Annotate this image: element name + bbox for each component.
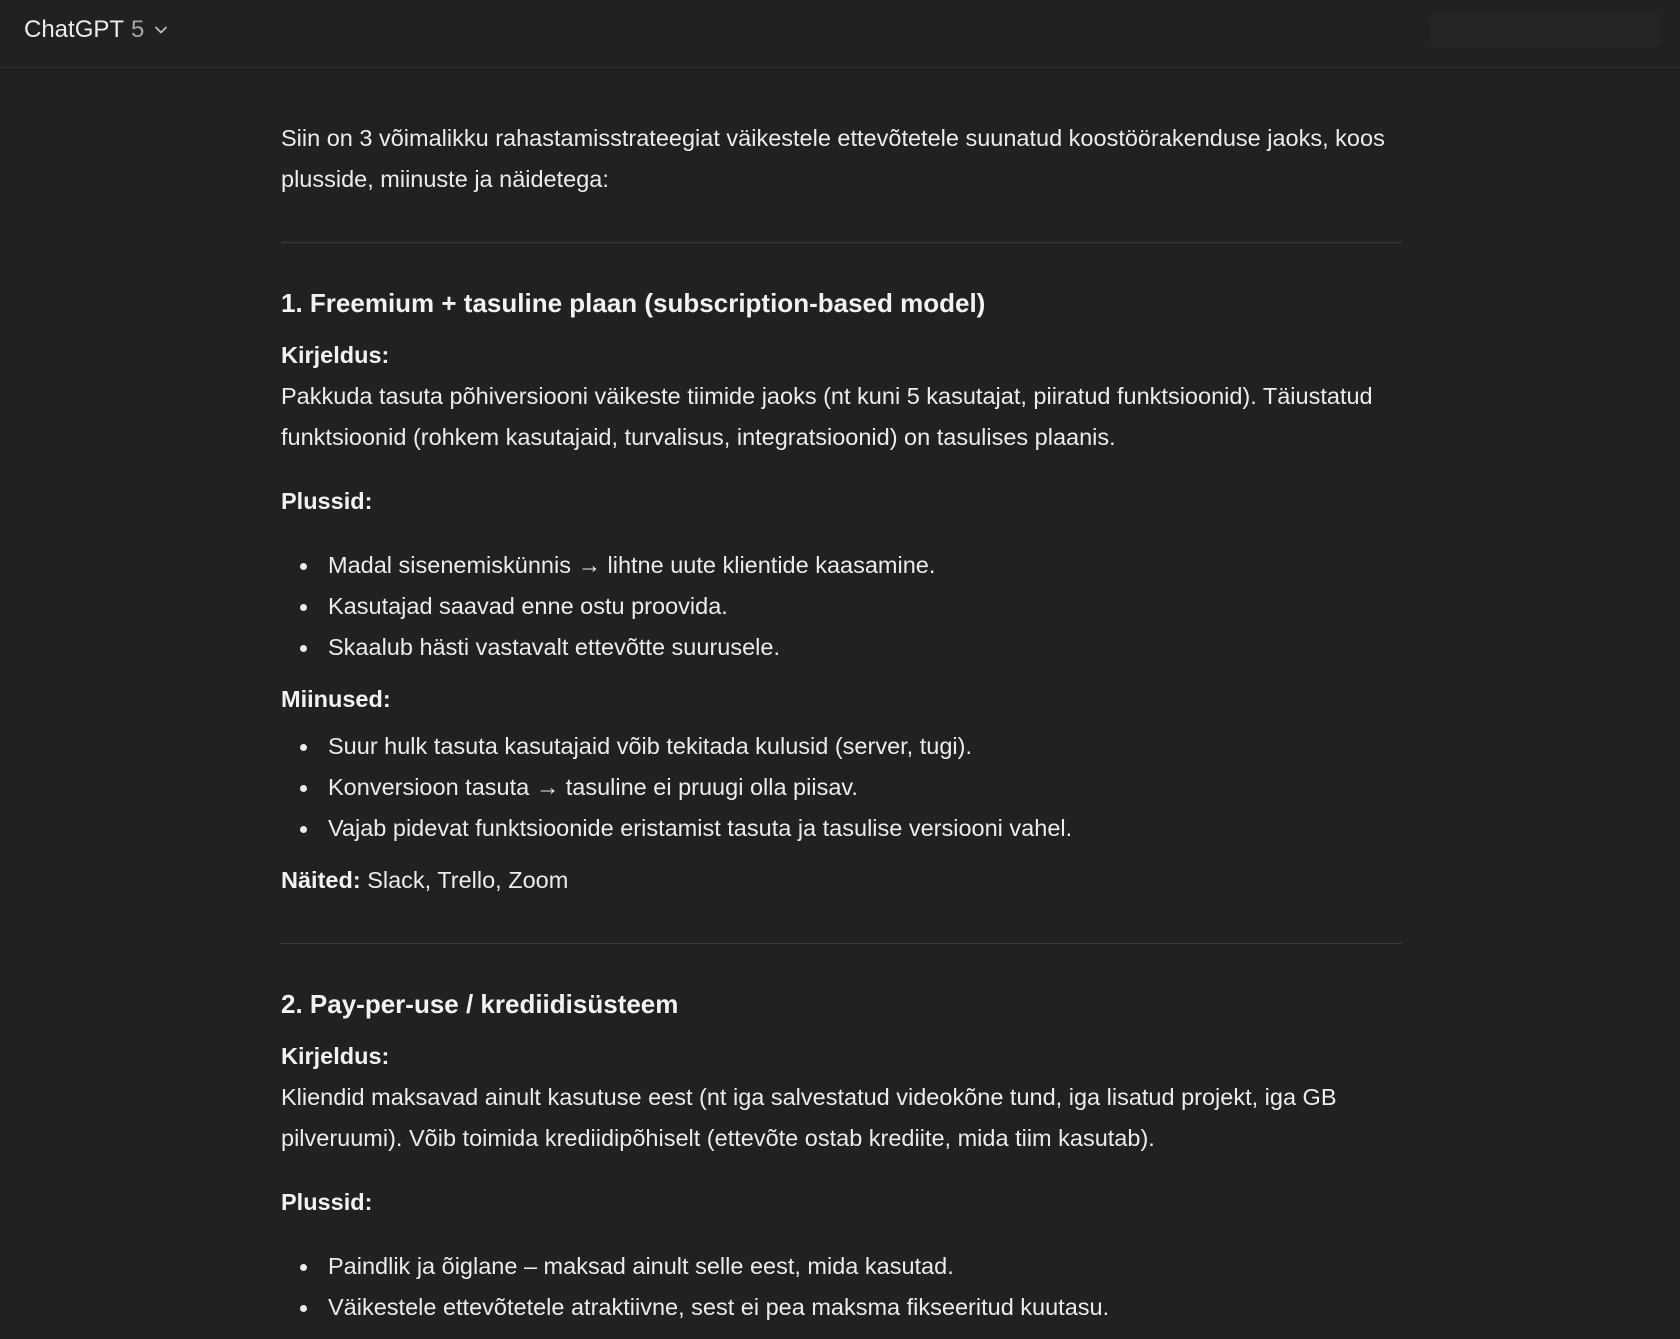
app-name: ChatGPT xyxy=(24,16,125,43)
list-item: Suur hulk tasuta kasutajaid võib tekitada kulusid (server, tugi). xyxy=(281,726,1402,767)
cons-label: Miinused: xyxy=(281,686,391,712)
description-block xyxy=(281,335,1402,458)
divider xyxy=(281,943,1402,944)
divider xyxy=(281,242,1402,243)
description-block xyxy=(281,1036,1402,1159)
examples-line xyxy=(281,860,1402,901)
list-item: Kasutajad saavad enne ostu proovida. xyxy=(281,586,1402,627)
pros-label: Plussid: xyxy=(281,1189,373,1215)
list-item: Madal sisenemiskünnis → lihtne uute klientide kaasamine. xyxy=(281,545,1402,586)
cons-list xyxy=(281,726,1402,849)
list-item: Vajab pidevat funktsioonide eristamist tasuta ja tasulise versiooni vahel. xyxy=(281,808,1402,849)
pros-label: Plussid: xyxy=(281,488,373,514)
description-label: Kirjeldus: xyxy=(281,342,390,368)
intro-paragraph: Siin on 3 võimalikku rahastamisstrateegiat väikestele ettevõtetele suunatud koostöörakenduse jaoks, koos plusside, miinuste ja näidetega: xyxy=(281,125,1385,192)
list-item: Skaalub hästi vastavalt ettevõtte suurusele. xyxy=(281,627,1402,668)
chevron-down-icon xyxy=(153,22,169,38)
examples-text: Slack, Trello, Zoom xyxy=(367,867,569,893)
model-version: 5 xyxy=(131,16,145,43)
description-text: Pakkuda tasuta põhiversiooni väikeste tiimide jaoks (nt kuni 5 kasutajat, piiratud funktsioonid). Täiustatud funktsioonid (rohkem kasutajaid, turvalisus, integratsioonid) on tasulises plaanis. xyxy=(281,383,1373,450)
section-title: 1. Freemium + tasuline plaan (subscription-based model) xyxy=(281,288,986,318)
pros-list xyxy=(281,1246,1402,1328)
list-item: Paindlik ja õiglane – maksad ainult selle eest, mida kasutad. xyxy=(281,1246,1402,1287)
model-switcher-button[interactable] xyxy=(14,10,179,50)
description-label: Kirjeldus: xyxy=(281,1043,390,1069)
examples-label: Näited: xyxy=(281,867,361,893)
list-item: Väikestele ettevõtetele atraktiivne, sest ei pea maksma fikseeritud kuutasu. xyxy=(281,1287,1402,1328)
description-text: Kliendid maksavad ainult kasutuse eest (nt iga salvestatud videokõne tund, iga lisatud projekt, iga GB pilveruumi). Võib toimida krediidipõhiselt (ettevõte ostab krediite, mida tiim kasutab). xyxy=(281,1084,1337,1151)
pros-list xyxy=(281,545,1402,668)
top-bar xyxy=(0,0,1680,68)
assistant-message xyxy=(281,68,1402,1339)
list-item: Konversioon tasuta → tasuline ei pruugi olla piisav. xyxy=(281,767,1402,808)
section-title: 2. Pay-per-use / krediidisüsteem xyxy=(281,989,679,1019)
header-actions-area xyxy=(1430,14,1660,48)
